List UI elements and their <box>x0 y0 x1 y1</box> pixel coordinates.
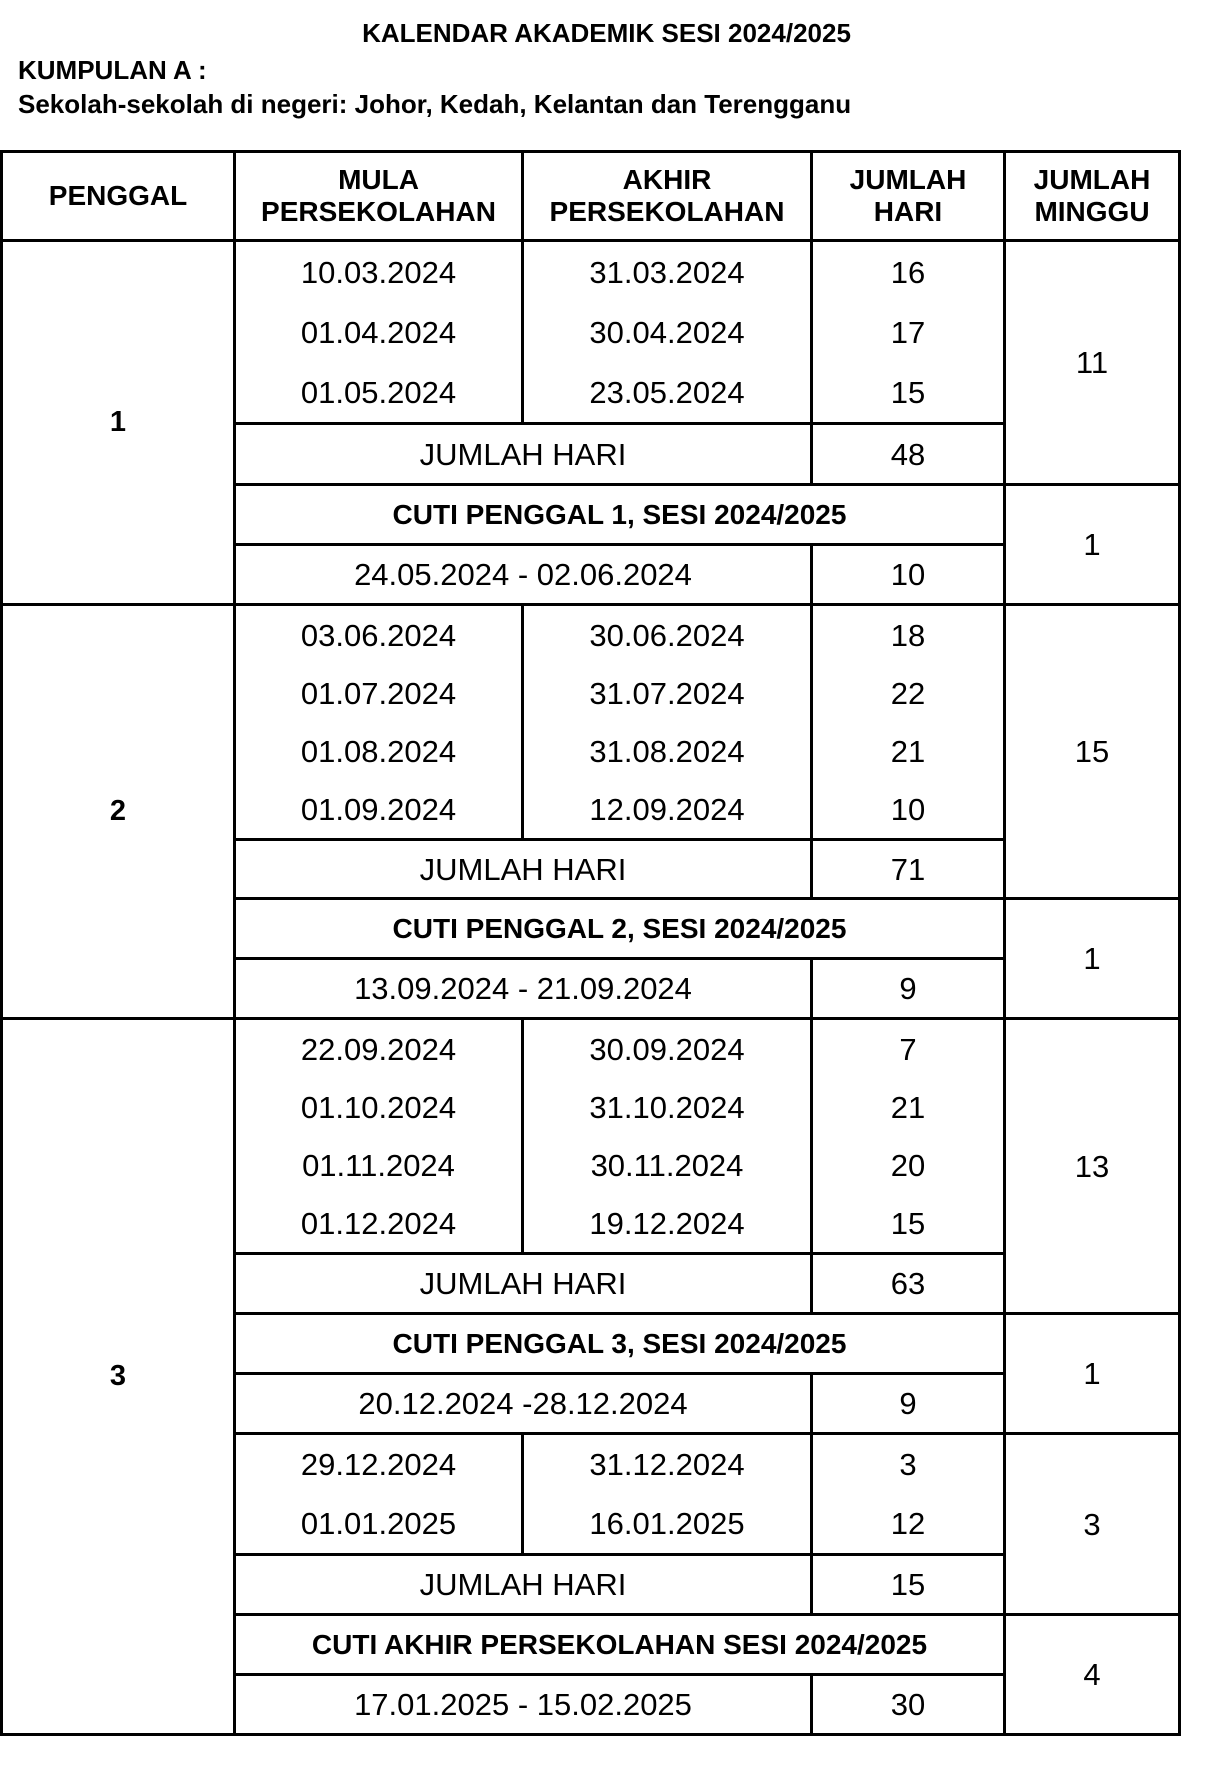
jumlah-hari-value: 22 <box>890 675 926 711</box>
jumlah-hari-total: 15 <box>890 1567 926 1602</box>
cuti-range: 24.05.2024 - 02.06.2024 <box>354 557 692 592</box>
jumlah-minggu-value: 11 <box>1075 345 1109 380</box>
jumlah-hari-total: 63 <box>890 1266 926 1301</box>
penggal-number: 3 <box>109 1360 127 1392</box>
akhir-date: 30.11.2024 <box>590 1147 744 1183</box>
akhir-date: 31.12.2024 <box>589 1447 745 1482</box>
cuti-akhir-title: CUTI AKHIR PERSEKOLAHAN SESI 2024/2025 <box>311 1628 928 1660</box>
header-mula-line2: PERSEKOLAHAN <box>261 196 496 227</box>
jumlah-hari-value: 20 <box>890 1147 926 1183</box>
header-mula <box>236 153 521 239</box>
group-label: KUMPULAN A : <box>18 55 207 85</box>
states-label: Sekolah-sekolah di negeri: Johor, Kedah, Kelantan dan Terengganu <box>18 89 852 119</box>
cuti-hari: 9 <box>899 1386 917 1421</box>
mula-date: 01.04.2024 <box>300 314 457 350</box>
mula-date: 01.08.2024 <box>300 733 457 769</box>
akhir-date: 30.09.2024 <box>589 1031 745 1067</box>
jumlah-hari-value: 15 <box>890 374 926 410</box>
jumlah-hari-total: 48 <box>890 436 926 472</box>
akhir-date: 31.03.2024 <box>589 254 745 290</box>
jumlah-minggu-value: 3 <box>1083 1506 1101 1542</box>
cuti-title: CUTI PENGGAL 1, SESI 2024/2025 <box>392 498 847 530</box>
header-jminggu-line1: JUMLAH <box>1033 163 1151 195</box>
akhir-date: 16.01.2025 <box>589 1506 745 1541</box>
cuti-akhir-range: 17.01.2025 - 15.02.2025 <box>354 1687 692 1722</box>
cuti-title: CUTI PENGGAL 3, SESI 2024/2025 <box>392 1327 847 1359</box>
jumlah-hari-value: 15 <box>890 1205 926 1241</box>
cuti-hari: 10 <box>890 557 926 592</box>
akhir-date: 31.10.2024 <box>589 1089 745 1125</box>
jumlah-hari-value: 12 <box>890 1506 926 1541</box>
cuti-minggu: 1 <box>1083 941 1101 976</box>
header-jumlah-hari <box>813 153 1003 239</box>
jumlah-hari-value: 16 <box>890 254 926 290</box>
grid-line <box>1178 150 1181 1736</box>
jumlah-hari-total: 71 <box>890 851 926 887</box>
jumlah-hari-label: JUMLAH HARI <box>419 1567 627 1602</box>
akhir-date: 31.07.2024 <box>589 675 745 711</box>
cuti-title: CUTI PENGGAL 2, SESI 2024/2025 <box>392 912 847 944</box>
jumlah-hari-label: JUMLAH HARI <box>419 851 627 887</box>
penggal-number: 2 <box>109 795 127 827</box>
jumlah-hari-label: JUMLAH HARI <box>419 1266 627 1301</box>
mula-date: 01.10.2024 <box>300 1089 457 1125</box>
mula-date: 10.03.2024 <box>300 254 457 290</box>
akhir-date: 30.06.2024 <box>589 617 745 653</box>
header-akhir-line2: PERSEKOLAHAN <box>549 196 785 227</box>
mula-date: 01.07.2024 <box>300 675 457 711</box>
cuti-range: 20.12.2024 -28.12.2024 <box>358 1386 688 1421</box>
mula-date: 01.05.2024 <box>300 374 457 410</box>
cuti-minggu: 1 <box>1083 1356 1101 1391</box>
akhir-date: 30.04.2024 <box>589 314 745 350</box>
jumlah-hari-label: JUMLAH HARI <box>419 436 627 472</box>
mula-date: 29.12.2024 <box>300 1447 457 1482</box>
cuti-hari: 9 <box>899 971 917 1006</box>
document-title: KALENDAR AKADEMIK SESI 2024/2025 <box>362 18 851 48</box>
mula-date: 03.06.2024 <box>300 617 457 653</box>
jumlah-hari-value: 18 <box>890 617 926 653</box>
header-jumlah-minggu <box>1006 153 1178 239</box>
mula-date: 01.12.2024 <box>300 1205 457 1241</box>
cuti-range: 13.09.2024 - 21.09.2024 <box>354 971 692 1006</box>
akhir-date: 31.08.2024 <box>589 733 745 769</box>
header-mula-line1: MULA <box>338 163 419 195</box>
penggal-number: 1 <box>109 406 127 438</box>
mula-date: 01.11.2024 <box>302 1147 455 1183</box>
cuti-akhir-minggu: 4 <box>1083 1657 1101 1692</box>
cuti-akhir-hari: 30 <box>890 1687 926 1722</box>
akhir-date: 19.12.2024 <box>589 1205 745 1241</box>
akhir-date: 12.09.2024 <box>589 791 745 827</box>
jumlah-hari-value: 21 <box>890 733 926 769</box>
header-penggal: PENGGAL <box>48 179 188 211</box>
jumlah-hari-value: 21 <box>890 1089 926 1125</box>
jumlah-hari-value: 3 <box>899 1447 917 1482</box>
header-akhir-line1: AKHIR <box>622 163 712 195</box>
akhir-date: 23.05.2024 <box>589 374 745 410</box>
mula-date: 01.09.2024 <box>300 791 457 827</box>
header-jminggu-line2: MINGGU <box>1034 196 1150 227</box>
jumlah-minggu-value: 13 <box>1074 1148 1110 1184</box>
header-jhari-line2: HARI <box>873 196 943 227</box>
jumlah-hari-value: 7 <box>899 1031 917 1067</box>
header-akhir <box>524 153 810 239</box>
cuti-minggu: 1 <box>1083 527 1101 562</box>
mula-date: 22.09.2024 <box>300 1031 457 1067</box>
jumlah-hari-value: 10 <box>890 791 926 827</box>
jumlah-minggu-value: 15 <box>1074 734 1110 769</box>
mula-date: 01.01.2025 <box>300 1506 457 1541</box>
jumlah-hari-value: 17 <box>890 314 926 350</box>
header-jhari-line1: JUMLAH <box>849 163 967 195</box>
